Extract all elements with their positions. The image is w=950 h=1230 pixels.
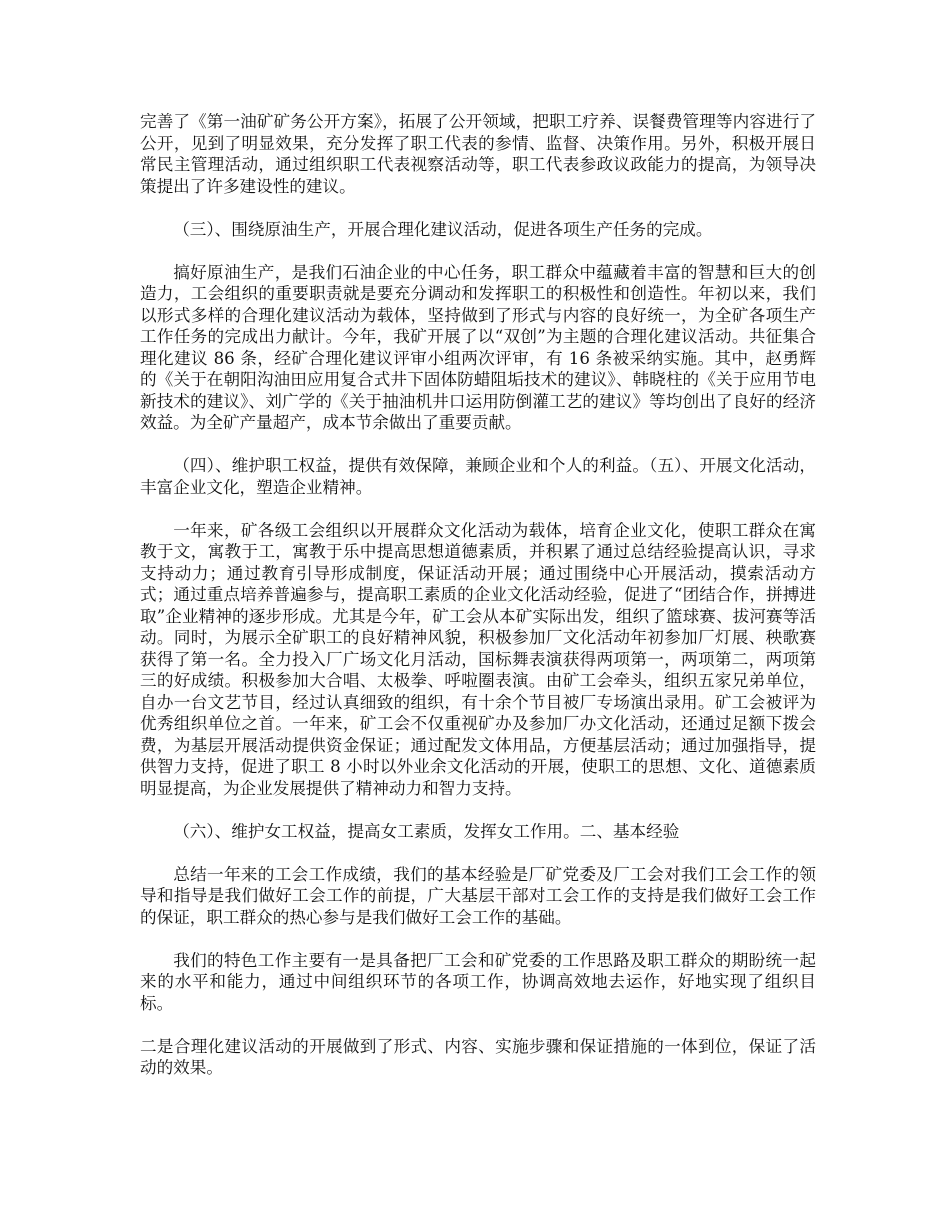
paragraph-featured-work: 我们的特色工作主要有一是具备把厂工会和矿党委的工作思路及职工群众的期盼统一起来的水平和能力，通过中间组织环节的各项工作，协调高效地去运作，好地实现了组织目标。: [140, 950, 816, 1013]
section-heading-4-5: （四）、维护职工权益，提供有效保障，兼顾企业和个人的利益。（五）、开展文化活动，丰富企业文化，塑造企业精神。: [140, 456, 816, 497]
document-body: [140, 111, 816, 1079]
paragraph-second-point: 二是合理化建议活动的开展做到了形式、内容、实施步骤和保证措施的一体到位，保证了活动的效果。: [140, 1036, 816, 1077]
paragraph-cultural-activities: 一年来，矿各级工会组织以开展群众文化活动为载体，培育企业文化，使职工群众在寓教于文，寓教于工，寓教于乐中提高思想道德素质，并积累了通过总结经验提高认识，寻求支持动力；通过教育引导形成制度，保证活动开展；通过围绕中心开展活动，摸索活动方式；通过重点培养普遍参与，提高职工素质的企业文化活动经验，促进了“团结合作，拼搏进取”企业精神的逐步形成。尤其是今年，矿工会从本矿实际出发，组织了篮球赛、拔河赛等活动。同时，为展示全矿职工的良好精神风貌，积极参加厂文化活动年初参加厂灯展、秧歌赛获得了第一名。全力投入厂广场文化月活动，国标舞表演获得两项第一，两项第二，两项第三的好成绩。积极参加大合唱、太极拳、呼啦圈表演。由矿工会牵头，组织五家兄弟单位，自办一台文艺节目，经过认真细致的组织，有十余个节目被厂专场演出录用。矿工会被评为优秀组织单位之首。一年来，矿工会不仅重视矿办及参加厂办文化活动，还通过足额下拨会费，为基层开展活动提供资金保证；通过配发文体用品，方便基层活动；通过加强指导，提供智力支持，促进了职工 8 小时以外业余文化活动的开展，使职工的思想、文化、道德素质明显提高，为企业发展提供了精神动力和智力支持。: [140, 520, 816, 798]
paragraph-basic-experience: 总结一年来的工会工作成绩，我们的基本经验是厂矿党委及厂工会对我们工会工作的领导和指导是我们做好工会工作的前提，广大基层干部对工会工作的支持是我们做好工会工作的保证，职工群众的热心参与是我们做好工会工作的基础。: [140, 864, 816, 927]
section-heading-3: （三）、围绕原油生产，开展合理化建议活动，促进各项生产任务的完成。: [173, 219, 713, 239]
section-heading-6-basic-experience: （六）、维护女工权益，提高女工素质，发挥女工作用。二、基本经验: [173, 821, 680, 841]
paragraph-disclosure-continuation: 完善了《第一油矿矿务公开方案》，拓展了公开领域，把职工疗养、误餐费管理等内容进行了公开，见到了明显效果，充分发挥了职工代表的参情、监督、决策作用。另外，积极开展日常民主管理活动，通过组织职工代表视察活动等，职工代表参政议政能力的提高，为领导决策提出了许多建设性的建议。: [140, 112, 816, 196]
paragraph-rationalization-proposals: 搞好原油生产，是我们石油企业的中心任务，职工群众中蕴藏着丰富的智慧和巨大的创造力，工会组织的重要职责就是要充分调动和发挥职工的积极性和创造性。年初以来，我们以形式多样的合理化建议活动为载体，坚持做到了形式与内容的良好统一，为全矿各项生产工作任务的完成出力献计。今年，我矿开展了以“双创”为主题的合理化建议活动。共征集合理化建议 86 条，经矿合理化建议评审小组两次评审，有 16 条被采纳实施。其中，赵勇辉的《关于在朝阳沟油田应用复合式井下固体防蜡阻垢技术的建议》、韩晓柱的《关于应用节电新技术的建议》、刘广学的《关于抽油机井口运用防倒灌工艺的建议》等均创出了良好的经济效益。为全矿产量超产，成本节余做出了重要贡献。: [140, 262, 816, 432]
